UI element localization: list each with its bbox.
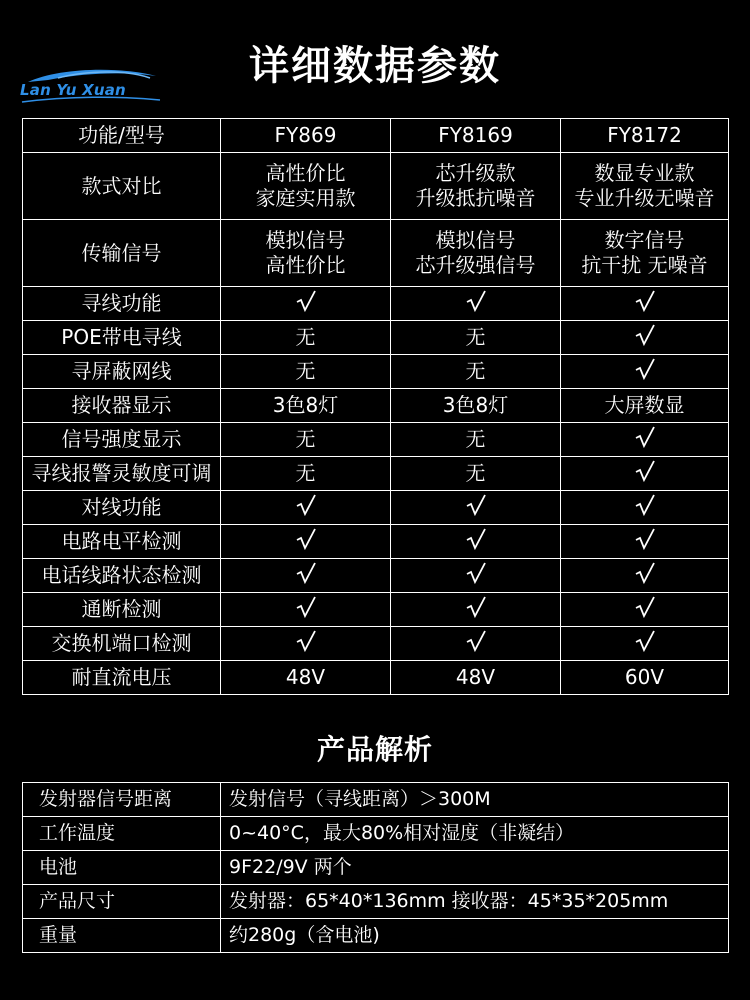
spec-value-cell: 芯升级款 升级抵抗噪音 (391, 153, 561, 220)
spec-feature-cell: 款式对比 (23, 153, 221, 220)
spec-row (23, 355, 729, 389)
info-row (23, 851, 729, 885)
check-mark-icon (464, 562, 488, 584)
header-cell-model: FY8172 (561, 119, 729, 153)
spec-row (23, 389, 729, 423)
check-mark-icon (294, 528, 318, 550)
spec-value-cell (561, 627, 729, 661)
spec-value-cell (561, 321, 729, 355)
spec-value-cell: 48V (221, 661, 391, 695)
check-mark-icon (633, 494, 657, 516)
spec-value-cell: 高性价比 家庭实用款 (221, 153, 391, 220)
spec-value-cell: 无 (221, 423, 391, 457)
check-mark-icon (633, 630, 657, 652)
header-cell-model: FY8169 (391, 119, 561, 153)
spec-table (22, 118, 729, 695)
spec-value-cell: 无 (221, 355, 391, 389)
spec-value-cell (561, 457, 729, 491)
spec-value-cell (391, 627, 561, 661)
spec-feature-cell: 传输信号 (23, 220, 221, 287)
spec-feature-cell: POE带电寻线 (23, 321, 221, 355)
spec-row (23, 423, 729, 457)
spec-value-cell (391, 491, 561, 525)
spec-feature-cell: 寻屏蔽网线 (23, 355, 221, 389)
spec-header-row (23, 119, 729, 153)
spec-value-cell: 无 (391, 457, 561, 491)
spec-value-cell (561, 355, 729, 389)
spec-value-cell (221, 491, 391, 525)
spec-value-cell (221, 593, 391, 627)
spec-row (23, 525, 729, 559)
info-value-cell: 发射信号（寻线距离）＞300M (221, 783, 729, 817)
spec-row (23, 153, 729, 220)
info-value-cell: 约280g（含电池) (221, 919, 729, 953)
spec-value-cell: 60V (561, 661, 729, 695)
check-mark-icon (633, 358, 657, 380)
header-cell-model: FY869 (221, 119, 391, 153)
spec-row (23, 593, 729, 627)
spec-value-cell: 无 (391, 423, 561, 457)
section-title: 产品解析 (316, 733, 433, 766)
spec-value-cell (391, 559, 561, 593)
spec-value-cell (561, 491, 729, 525)
info-key-cell: 重量 (23, 919, 221, 953)
spec-feature-cell: 通断检测 (23, 593, 221, 627)
check-mark-icon (464, 528, 488, 550)
spec-row (23, 661, 729, 695)
check-mark-icon (633, 460, 657, 482)
spec-feature-cell: 耐直流电压 (23, 661, 221, 695)
spec-feature-cell: 寻线报警灵敏度可调 (23, 457, 221, 491)
spec-value-cell (561, 593, 729, 627)
spec-row (23, 491, 729, 525)
info-row (23, 919, 729, 953)
check-mark-icon (633, 562, 657, 584)
spec-row (23, 559, 729, 593)
check-mark-icon (294, 630, 318, 652)
info-key-cell: 电池 (23, 851, 221, 885)
spec-row (23, 321, 729, 355)
spec-value-cell (391, 287, 561, 321)
spec-value-cell: 数显专业款 专业升级无噪音 (561, 153, 729, 220)
check-mark-icon (294, 290, 318, 312)
spec-row (23, 457, 729, 491)
spec-row (23, 627, 729, 661)
spec-value-cell (221, 525, 391, 559)
spec-value-cell (561, 525, 729, 559)
spec-feature-cell: 交换机端口检测 (23, 627, 221, 661)
spec-feature-cell: 对线功能 (23, 491, 221, 525)
spec-value-cell (561, 559, 729, 593)
info-value-cell: 9F22/9V 两个 (221, 851, 729, 885)
spec-feature-cell: 信号强度显示 (23, 423, 221, 457)
spec-value-cell: 数字信号 抗干扰 无噪音 (561, 220, 729, 287)
check-mark-icon (633, 290, 657, 312)
header-cell-label: 功能/型号 (23, 119, 221, 153)
spec-value-cell: 3色8灯 (391, 389, 561, 423)
spec-value-cell (391, 593, 561, 627)
spec-value-cell: 3色8灯 (221, 389, 391, 423)
spec-value-cell: 无 (221, 321, 391, 355)
spec-value-cell (221, 287, 391, 321)
spec-feature-cell: 电路电平检测 (23, 525, 221, 559)
info-table (22, 782, 729, 953)
check-mark-icon (633, 528, 657, 550)
spec-value-cell (221, 627, 391, 661)
spec-feature-cell: 寻线功能 (23, 287, 221, 321)
info-key-cell: 产品尺寸 (23, 885, 221, 919)
spec-value-cell (221, 559, 391, 593)
info-value-cell: 0~40°C，最大80%相对湿度（非凝结） (221, 817, 729, 851)
spec-feature-cell: 电话线路状态检测 (23, 559, 221, 593)
spec-value-cell (391, 525, 561, 559)
check-mark-icon (464, 630, 488, 652)
check-mark-icon (633, 426, 657, 448)
spec-row (23, 220, 729, 287)
info-row (23, 885, 729, 919)
spec-value-cell (561, 423, 729, 457)
logo-text: Lan Yu Xuan (20, 81, 126, 99)
check-mark-icon (633, 596, 657, 618)
page-title: 详细数据参数 (249, 43, 501, 89)
info-row (23, 783, 729, 817)
info-row (23, 817, 729, 851)
check-mark-icon (294, 596, 318, 618)
spec-value-cell: 48V (391, 661, 561, 695)
spec-value-cell: 无 (391, 355, 561, 389)
check-mark-icon (464, 494, 488, 516)
spec-feature-cell: 接收器显示 (23, 389, 221, 423)
spec-value-cell: 大屏数显 (561, 389, 729, 423)
spec-value-cell: 模拟信号 芯升级强信号 (391, 220, 561, 287)
check-mark-icon (294, 494, 318, 516)
spec-row (23, 287, 729, 321)
spec-value-cell: 无 (221, 457, 391, 491)
check-mark-icon (633, 324, 657, 346)
check-mark-icon (464, 290, 488, 312)
spec-value-cell (561, 287, 729, 321)
info-key-cell: 工作温度 (23, 817, 221, 851)
spec-value-cell: 模拟信号 高性价比 (221, 220, 391, 287)
check-mark-icon (464, 596, 488, 618)
info-key-cell: 发射器信号距离 (23, 783, 221, 817)
check-mark-icon (294, 562, 318, 584)
spec-value-cell: 无 (391, 321, 561, 355)
info-value-cell: 发射器：65*40*136mm 接收器：45*35*205mm (221, 885, 729, 919)
